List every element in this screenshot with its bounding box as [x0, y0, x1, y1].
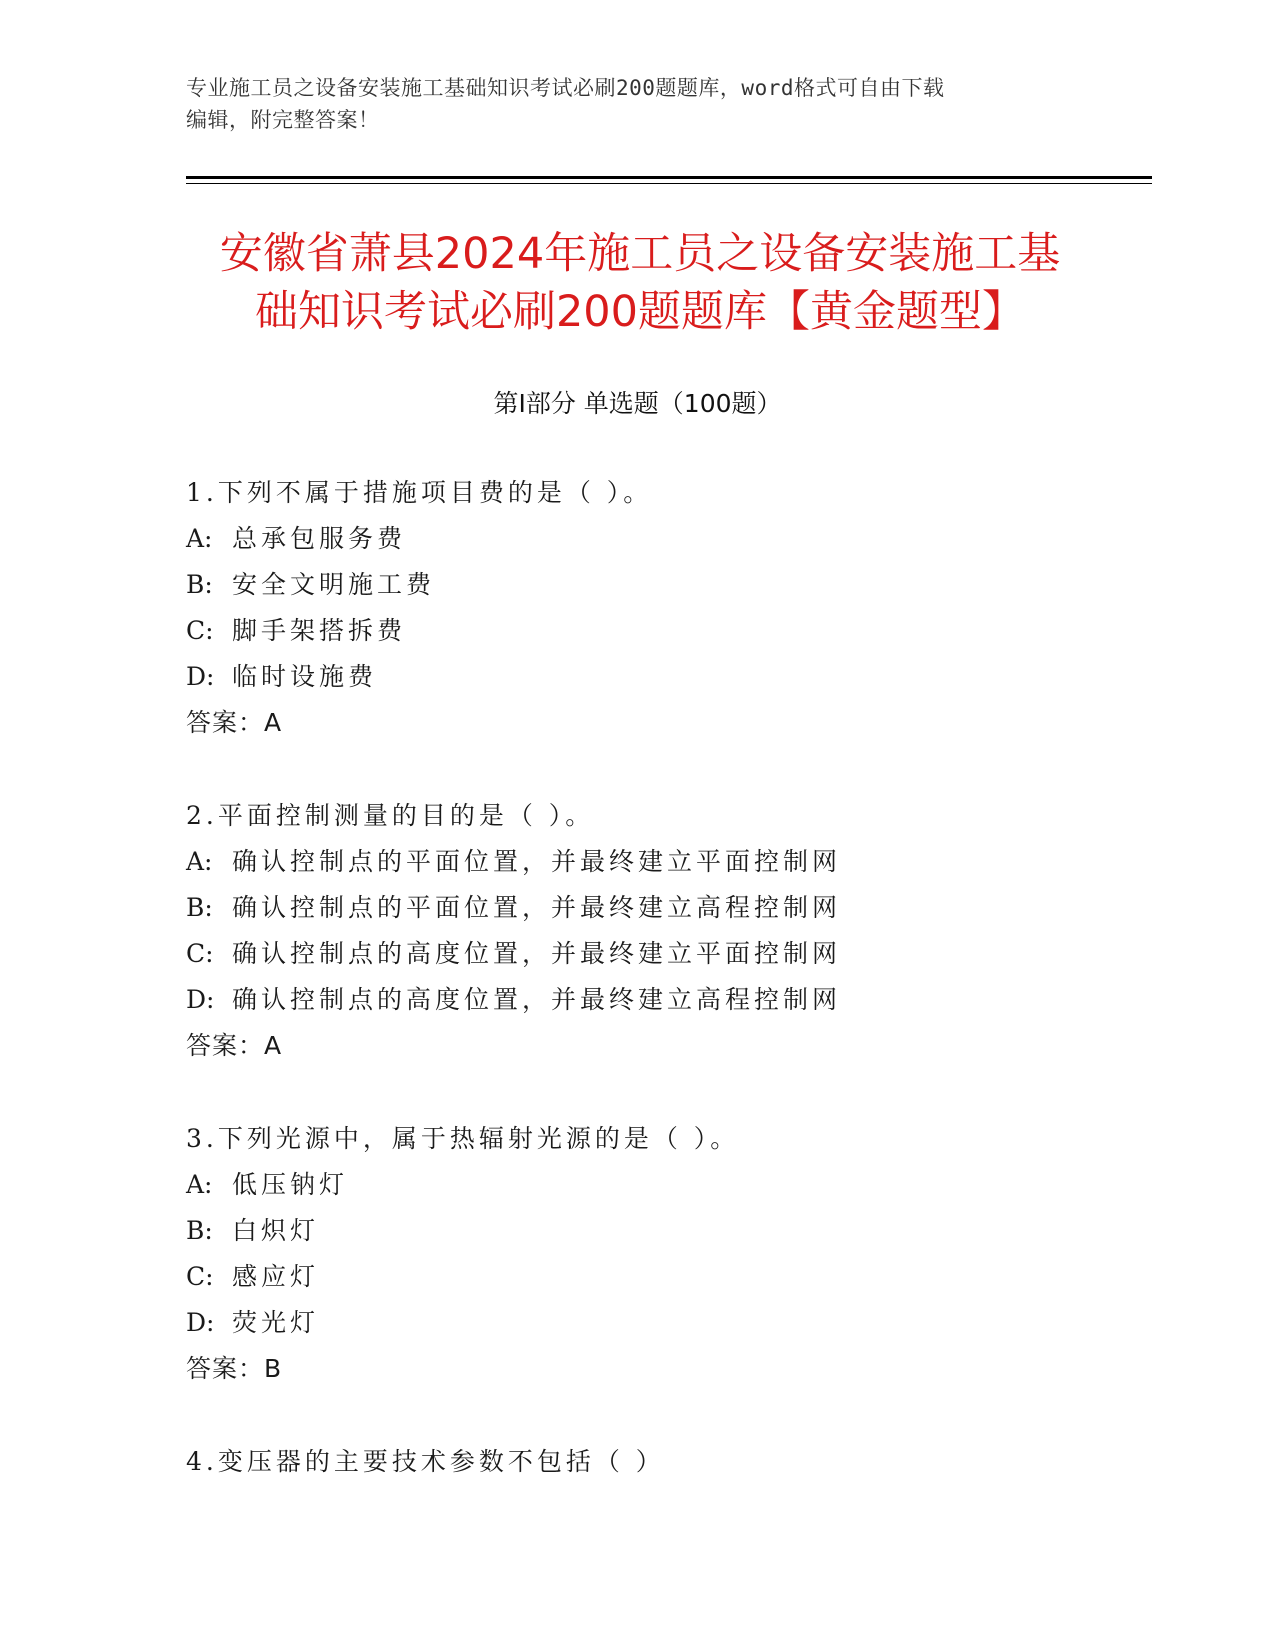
option-c [186, 931, 1166, 977]
option-c [186, 608, 1166, 654]
question-stem: 3.下列光源中，属于热辐射光源的是（ ）。 [186, 1124, 740, 1153]
option-text: 荧光灯 [232, 1308, 320, 1337]
option-key: B: [186, 570, 213, 599]
option-a [186, 1162, 1166, 1208]
option-text: 确认控制点的高度位置，并最终建立平面控制网 [232, 939, 842, 968]
header-rule-thin [186, 183, 1152, 184]
option-text: 临时设施费 [232, 662, 378, 691]
option-key: B: [186, 893, 213, 922]
option-text: 确认控制点的平面位置，并最终建立高程控制网 [232, 893, 842, 922]
question-1 [186, 470, 1166, 746]
option-key: C: [186, 1262, 214, 1291]
header-note-line-2: 编辑，附完整答案！ [186, 108, 380, 132]
question-list [186, 470, 1166, 1532]
option-text: 白炽灯 [232, 1216, 320, 1245]
section-heading: 第Ⅰ部分 单选题（100题） [493, 389, 782, 418]
answer-line: 答案：A [186, 1031, 283, 1060]
question-stem: 4.变压器的主要技术参数不包括（ ） [186, 1447, 665, 1476]
answer-line: 答案：A [186, 708, 283, 737]
header-note [186, 72, 1066, 136]
option-d [186, 654, 1166, 700]
option-key: A: [186, 847, 213, 876]
answer-line: 答案：B [186, 1354, 283, 1383]
option-text: 低压钠灯 [232, 1170, 349, 1199]
option-key: A: [186, 1170, 213, 1199]
header-note-line-1: 专业施工员之设备安装施工基础知识考试必刷200题题库，word格式可自由下载 [186, 76, 945, 100]
option-key: C: [186, 939, 214, 968]
option-b [186, 1208, 1166, 1254]
option-text: 脚手架搭拆费 [232, 616, 407, 645]
option-c [186, 1254, 1166, 1300]
option-b [186, 885, 1166, 931]
option-d [186, 977, 1166, 1023]
question-2 [186, 793, 1166, 1069]
page-title-line-1: 安徽省萧县2024年施工员之设备安装施工基 [219, 229, 1061, 279]
header-rule-thick [186, 176, 1152, 179]
option-text: 感应灯 [232, 1262, 320, 1291]
option-a [186, 516, 1166, 562]
question-stem: 1.下列不属于措施项目费的是（ ）。 [186, 478, 653, 507]
option-text: 安全文明施工费 [232, 570, 436, 599]
page-title-line-2: 础知识考试必刷200题题库【黄金题型】 [254, 287, 1026, 337]
option-key: B: [186, 1216, 213, 1245]
option-key: D: [186, 1308, 215, 1337]
option-d [186, 1300, 1166, 1346]
question-stem: 2.平面控制测量的目的是（ ）。 [186, 801, 595, 830]
option-text: 确认控制点的平面位置，并最终建立平面控制网 [232, 847, 842, 876]
option-key: D: [186, 985, 215, 1014]
option-b [186, 562, 1166, 608]
option-key: A: [186, 524, 213, 553]
option-key: C: [186, 616, 214, 645]
option-text: 确认控制点的高度位置，并最终建立高程控制网 [232, 985, 842, 1014]
option-a [186, 839, 1166, 885]
page-title [160, 225, 1120, 341]
option-key: D: [186, 662, 215, 691]
option-text: 总承包服务费 [232, 524, 407, 553]
question-3 [186, 1116, 1166, 1392]
question-4 [186, 1439, 1166, 1485]
